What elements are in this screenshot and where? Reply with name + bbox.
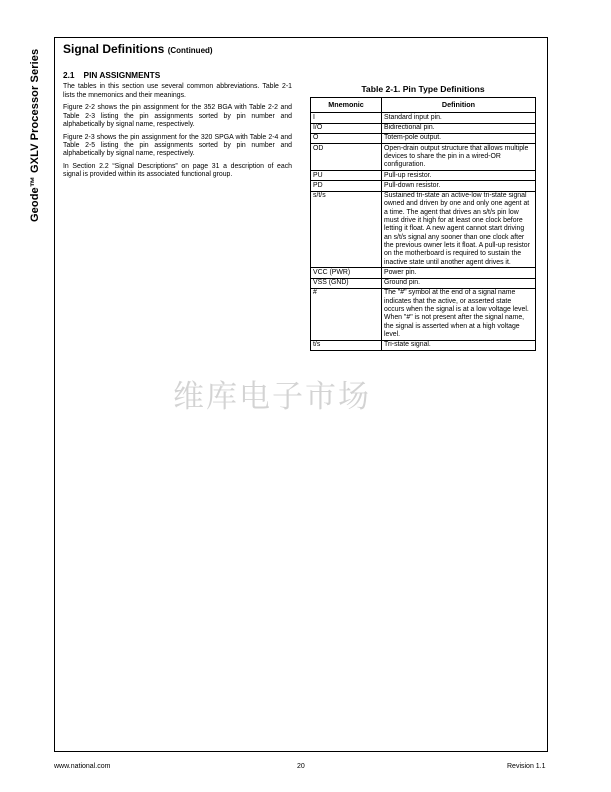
table-row bbox=[311, 133, 536, 143]
subsection-heading bbox=[63, 71, 292, 79]
column-header-definition: Definition bbox=[382, 98, 536, 113]
footer-page-number: 20 bbox=[297, 763, 305, 770]
mnemonic-cell: PU bbox=[311, 171, 382, 181]
definition-cell: The "#" symbol at the end of a signal name indicates that the active, or asserted state occurs when the signal is at a low voltage level. When "#" is not present after the signal name, the signal is asserted when at a high voltage level. bbox=[382, 288, 536, 340]
definition-cell: Sustained tri-state an active-low tri-state signal owned and driven by one and only one agent at a time. The agent that drives an s/t/s pin low must drive it high for at least one clock before letting it float. A new agent cannot start driving an s/t/s signal any sooner than one clock after the previous owner lets it float. A pull-up resistor on the motherboard is required to sustain the inactive state until another agent drives it. bbox=[382, 191, 536, 268]
section-title: Signal Definitions bbox=[63, 42, 165, 56]
table-row bbox=[311, 191, 536, 268]
definition-cell: Open-drain output structure that allows multiple devices to share the pin in a wired-OR configuration. bbox=[382, 144, 536, 171]
table-row bbox=[311, 113, 536, 123]
definition-cell: Power pin. bbox=[382, 268, 536, 278]
table-row bbox=[311, 171, 536, 181]
column-header-mnemonic: Mnemonic bbox=[311, 98, 382, 113]
mnemonic-cell: I bbox=[311, 113, 382, 123]
table-row bbox=[311, 181, 536, 191]
mnemonic-cell: I/O bbox=[311, 123, 382, 133]
paragraph: In Section 2.2 “Signal Descriptions” on page 31 a description of each signal is provided within its associated functional group. bbox=[63, 163, 292, 179]
definition-cell: Pull-up resistor. bbox=[382, 171, 536, 181]
side-title: Geode™ GXLV Processor Series bbox=[29, 48, 41, 222]
mnemonic-cell: t/s bbox=[311, 340, 382, 350]
table-row bbox=[311, 340, 536, 350]
table-row bbox=[311, 288, 536, 340]
mnemonic-cell: PD bbox=[311, 181, 382, 191]
footer-website: www.national.com bbox=[54, 763, 111, 770]
definition-cell: Ground pin. bbox=[382, 278, 536, 288]
definition-cell: Pull-down resistor. bbox=[382, 181, 536, 191]
subsection-title: PIN ASSIGNMENTS bbox=[83, 70, 161, 80]
footer-revision: Revision 1.1 bbox=[507, 763, 546, 770]
mnemonic-cell: s/t/s bbox=[311, 191, 382, 268]
mnemonic-cell: VCC (PWR) bbox=[311, 268, 382, 278]
mnemonic-cell: OD bbox=[311, 144, 382, 171]
watermark: 维库电子市场 bbox=[173, 379, 371, 415]
table-row bbox=[311, 278, 536, 288]
paragraph: Figure 2-3 shows the pin assignment for the 320 SPGA with Table 2-4 and Table 2-5 listing the pin assignments sorted by pin number and alphabetically by signal name, respectively. bbox=[63, 133, 292, 158]
definition-cell: Bidirectional pin. bbox=[382, 123, 536, 133]
mnemonic-cell: O bbox=[311, 133, 382, 143]
table-row bbox=[311, 144, 536, 171]
table-header-row bbox=[311, 98, 536, 113]
intro-column bbox=[63, 71, 292, 184]
section-heading bbox=[63, 42, 213, 56]
section-continued: (Continued) bbox=[167, 46, 213, 55]
definition-cell: Totem-pole output. bbox=[382, 133, 536, 143]
mnemonic-cell: # bbox=[311, 288, 382, 340]
table-caption: Table 2-1. Pin Type Definitions bbox=[361, 84, 485, 94]
paragraph: Figure 2-2 shows the pin assignment for the 352 BGA with Table 2-2 and Table 2-3 listing the pin assignments sorted by pin number and alphabetically by signal name, respectively. bbox=[63, 104, 292, 128]
mnemonic-cell: VSS (GND) bbox=[311, 278, 382, 288]
table-row bbox=[311, 123, 536, 133]
definition-cell: Tri-state signal. bbox=[382, 340, 536, 350]
subsection-number: 2.1 bbox=[63, 70, 75, 80]
pin-type-table bbox=[310, 97, 536, 351]
paragraph: The tables in this section use several common abbreviations. Table 2-1 lists the mnemonics and their meanings. bbox=[63, 83, 292, 99]
table-row bbox=[311, 268, 536, 278]
definition-cell: Standard input pin. bbox=[382, 113, 536, 123]
